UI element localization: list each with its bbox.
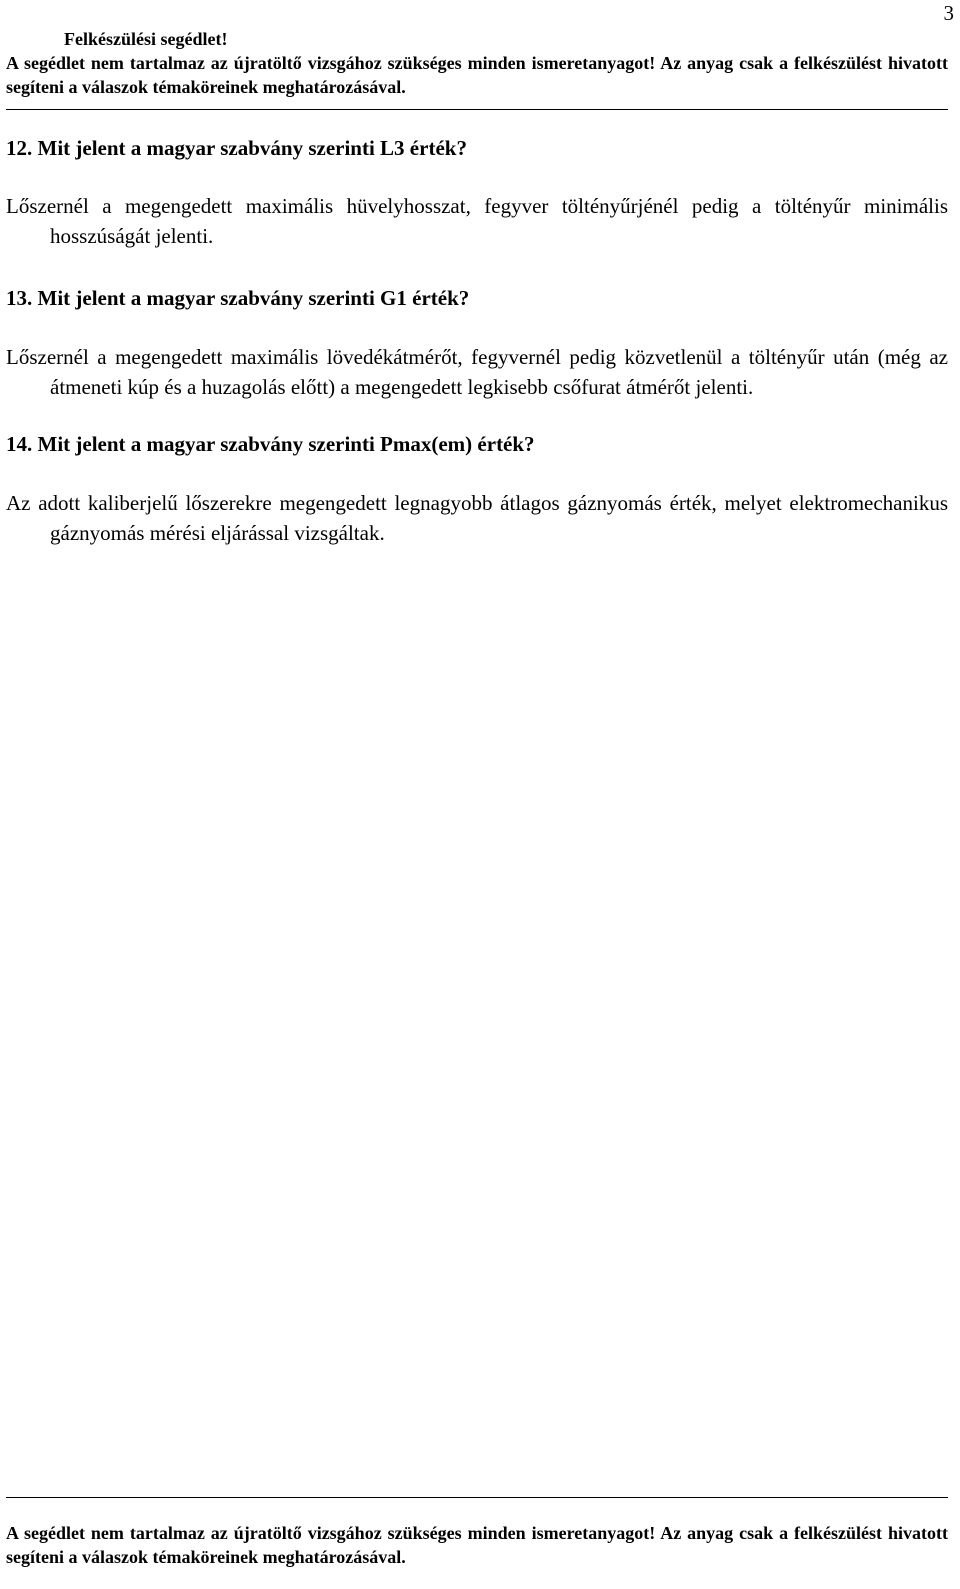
- footer-notice: A segédlet nem tartalmaz az újratöltő vizsgához szükséges minden ismeretanyagot! Az anyag csak a felkészülést hivatott segíteni a válaszok témaköreinek meghatározásával.: [6, 1523, 948, 1567]
- page-number: 3: [943, 1, 954, 25]
- document-body: [6, 134, 948, 548]
- footer-divider: [6, 1497, 948, 1498]
- page-header: [0, 28, 948, 99]
- answer-13: Lőszernél a megengedett maximális lövedékátmérőt, fegyvernél pedig közvetlenül a töltényűr után (még az átmeneti kúp és a huzagolás előtt) a megengedett legkisebb csőfurat átmérőt jelenti.: [6, 345, 948, 399]
- header-divider: [6, 109, 948, 110]
- question-12: 12. Mit jelent a magyar szabvány szerinti L3 érték?: [6, 136, 467, 160]
- question-13: 13. Mit jelent a magyar szabvány szerinti G1 érték?: [6, 286, 470, 310]
- header-title: Felkészülési segédlet!: [64, 29, 228, 49]
- header-notice: A segédlet nem tartalmaz az újratöltő vizsgához szükséges minden ismeretanyagot! Az anyag csak a felkészülést hivatott segíteni a válaszok témaköreinek meghatározásával.: [6, 53, 948, 97]
- question-14: 14. Mit jelent a magyar szabvány szerinti Pmax(em) érték?: [6, 432, 535, 456]
- answer-14: Az adott kaliberjelű lőszerekre megengedett legnagyobb átlagos gáznyomás érték, melyet elektromechanikus gáznyomás mérési eljárással vizsgáltak.: [6, 491, 948, 545]
- answer-12: Lőszernél a megengedett maximális hüvelyhosszat, fegyver töltényűrjénél pedig a töltényűr minimális hosszúságát jelenti.: [6, 194, 948, 248]
